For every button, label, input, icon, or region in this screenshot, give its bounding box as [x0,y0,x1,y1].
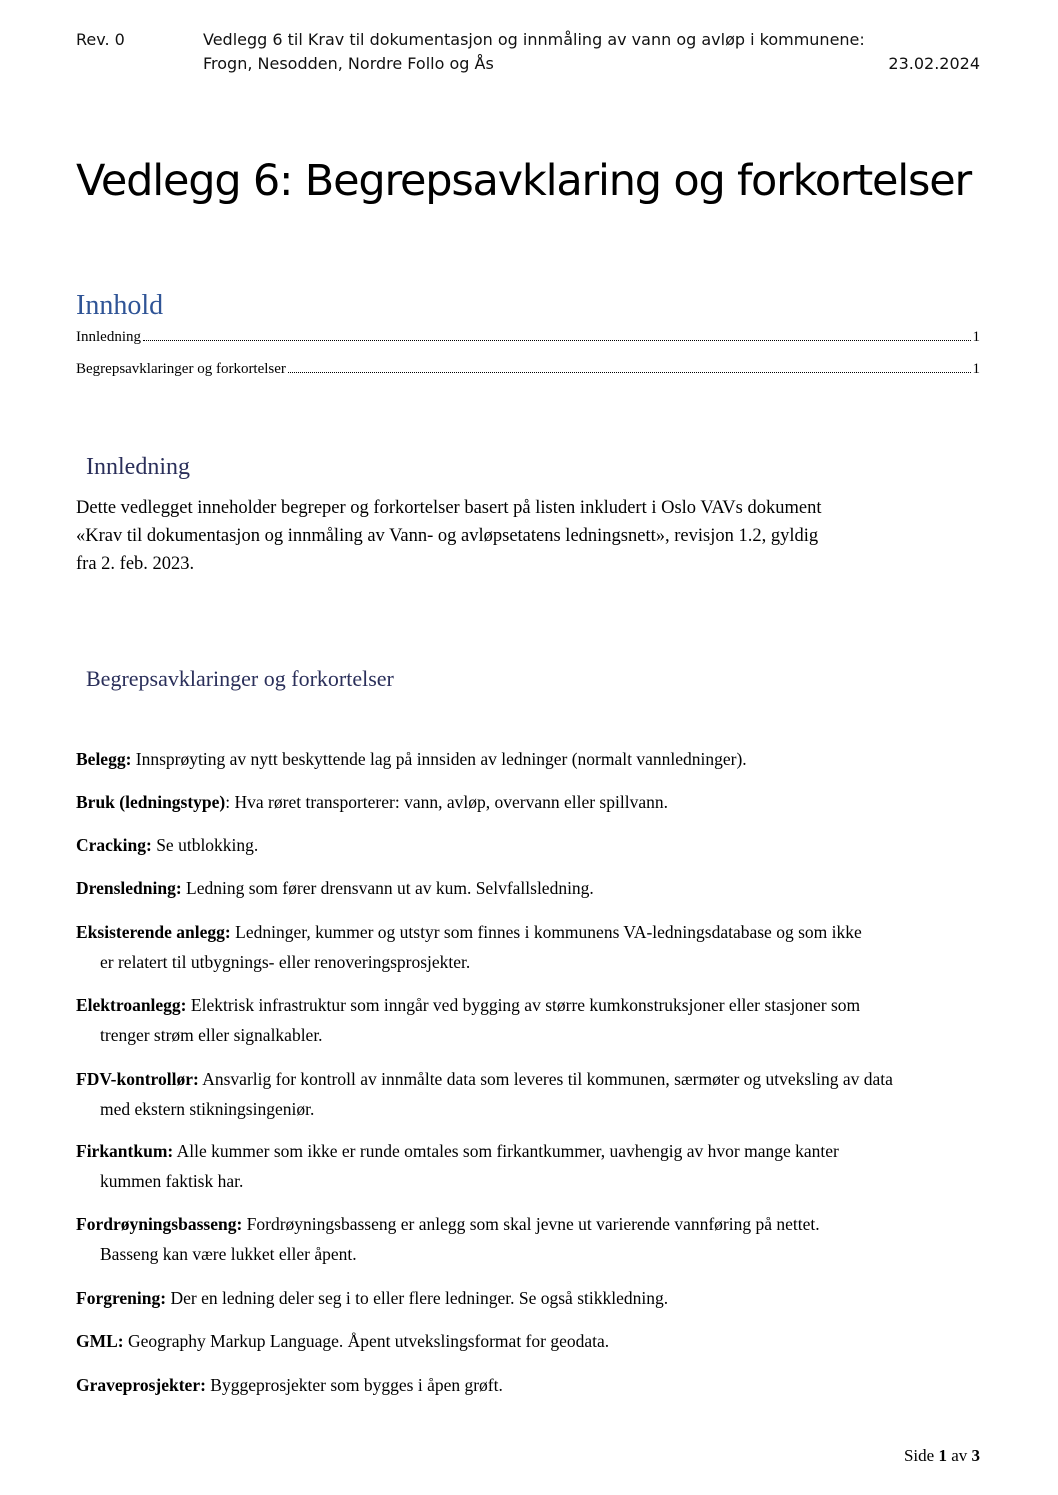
page-number-current: 1 [938,1446,947,1465]
page-number [904,1446,980,1466]
page-number-total: 3 [971,1446,980,1465]
definition-text: Fordrøyningsbasseng er anlegg som skal jevne ut varierende vannføring på nettet. [246,1214,820,1234]
definition-term: Graveprosjekter: [76,1375,206,1395]
definition-text: Geography Markup Language. Åpent utvekslingsformat for geodata. [128,1331,610,1351]
toc-leader-dots [288,372,971,373]
toc-entry[interactable] [76,361,980,378]
definition-term: FDV-kontrollør: [76,1069,199,1089]
definition-item [76,744,1012,774]
definition-text: Hva røret transporterer: vann, avløp, overvann eller spillvann. [234,792,668,812]
definition-text: Ansvarlig for kontroll av innmålte data som leveres til kommunen, særmøter og utveksling av data [202,1069,893,1089]
definition-text: Se utblokking. [156,835,259,855]
intro-line: Dette vedlegget inneholder begreper og forkortelser basert på listen inkludert i Oslo VAVs dokument [76,498,822,518]
definition-term-suffix: : [225,792,231,812]
definition-text: Basseng kan være lukket eller åpent. [100,1244,357,1264]
definition-item [76,1283,1012,1313]
toc-entry-page[interactable]: 1 [972,329,980,345]
definition-term: Bruk (ledningstype) [76,792,226,812]
definition-text: Alle kummer som ikke er runde omtales som firkantkummer, uavhengig av hvor mange kanter [176,1141,839,1161]
definition-text: Der en ledning deler seg i to eller flere ledninger. Se også stikkledning. [170,1288,669,1308]
definition-term: Cracking: [76,835,152,855]
definition-text: med ekstern stikningsingeniør. [100,1099,315,1119]
definition-item [76,990,1012,1050]
definition-term: Drensledning: [76,878,182,898]
section-heading-innledning: Innledning [86,454,190,480]
definition-text: kummen faktisk har. [100,1171,244,1191]
intro-paragraph [76,494,976,578]
header-revision: Rev. 0 [76,30,125,49]
definition-item [76,1136,1012,1196]
definition-term: Forgrening: [76,1288,167,1308]
definition-item [76,830,1012,860]
definition-term: Fordrøyningsbasseng: [76,1214,243,1234]
definition-item [76,1064,1012,1124]
definition-item [76,1209,1012,1269]
intro-line: «Krav til dokumentasjon og innmåling av Vann- og avløpsetatens ledningsnett», revisjon 1.2, gyldig [76,526,819,546]
toc-leader-dots [143,340,971,341]
page-number-separator: av [951,1446,968,1465]
section-heading-begrepsavklaringer: Begrepsavklaringer og forkortelser [86,666,394,691]
definition-term: GML: [76,1331,124,1351]
definition-term: Eksisterende anlegg: [76,922,231,942]
definition-item [76,787,1012,817]
definition-item [76,873,1012,903]
definition-text: Ledning som fører drensvann ut av kum. Selvfallsledning. [186,878,594,898]
intro-line: fra 2. feb. 2023. [76,554,195,574]
header-title-line-1: Vedlegg 6 til Krav til dokumentasjon og innmåling av vann og avløp i kommunene: [203,30,865,49]
toc-entry-label[interactable]: Innledning [76,329,141,345]
definition-term: Belegg: [76,749,132,769]
definition-term: Firkantkum: [76,1141,174,1161]
header-title-line-2: Frogn, Nesodden, Nordre Follo og Ås [203,54,494,73]
toc-entry-label[interactable]: Begrepsavklaringer og forkortelser [76,361,286,377]
definition-item [76,1370,1012,1400]
definition-text: Ledninger, kummer og utstyr som finnes i kommunens VA-ledningsdatabase og som ikke [235,922,862,942]
page-number-prefix: Side [903,1446,935,1465]
definition-text: er relatert til utbygnings- eller renoveringsprosjekter. [100,952,471,972]
definition-text: Innsprøyting av nytt beskyttende lag på innsiden av ledninger (normalt vannledninger). [135,749,747,769]
definition-text: Elektrisk infrastruktur som inngår ved bygging av større kumkonstruksjoner eller stasjoner som [190,995,861,1015]
definition-item [76,917,1012,977]
definition-item [76,1326,1012,1356]
definition-text: Byggeprosjekter som bygges i åpen grøft. [210,1375,503,1395]
header-date: 23.02.2024 [888,54,980,73]
document-title: Vedlegg 6: Begrepsavklaring og forkortelser [76,156,971,206]
definition-text: trenger strøm eller signalkabler. [100,1025,323,1045]
toc-entry[interactable] [76,329,980,346]
definition-term: Elektroanlegg: [76,995,187,1015]
toc-entry-page[interactable]: 1 [972,361,980,377]
toc-heading: Innhold [76,290,164,321]
